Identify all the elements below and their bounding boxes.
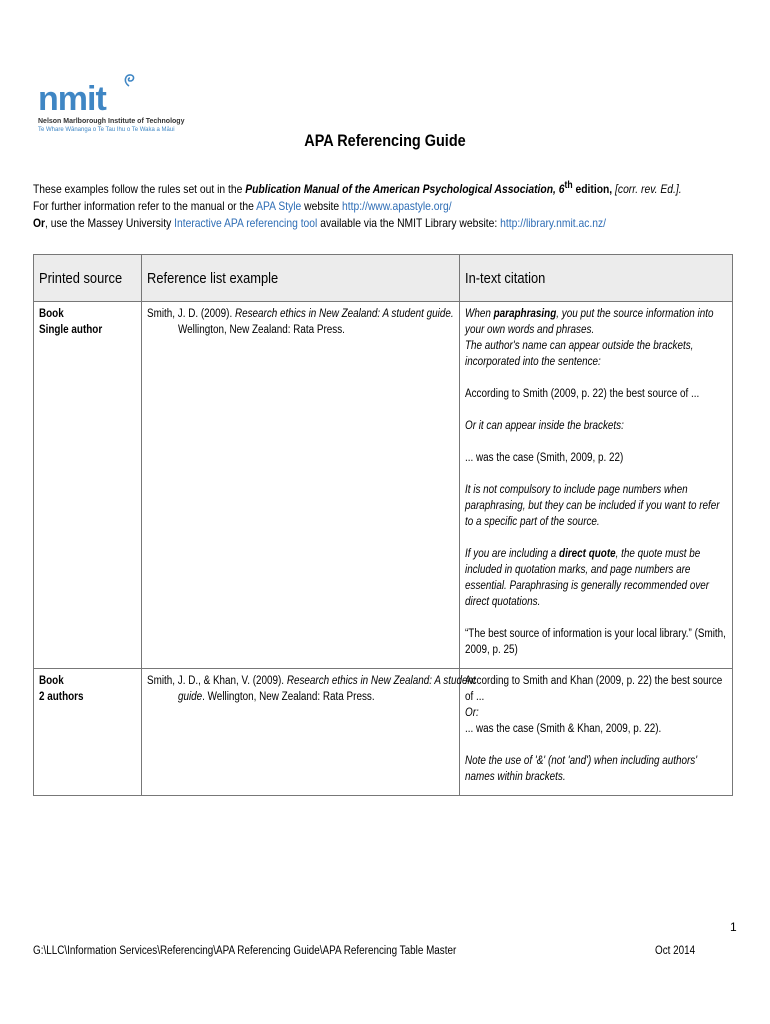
table-row [34,669,733,796]
footer-date: Oct 2014 [655,945,696,957]
intro-text-c: website [301,199,343,213]
or-word: Or [33,216,46,230]
intro-line-1 [33,177,738,198]
source-cell [34,669,142,796]
citation-example: “The best source of information is your local library.” (Smith, 2009, p. 25) [464,628,726,656]
apa-style-link[interactable]: APA Style [256,199,302,213]
citation-example: ... was the case (Smith & Khan, 2009, p. 22). [464,723,661,735]
table-row [34,302,733,669]
edition-word: edition, [572,182,613,196]
table-header-row [34,255,733,302]
page-title: APA Referencing Guide [304,131,466,150]
source-detail: 2 authors [39,691,84,703]
intro-text [33,177,738,232]
footer-path: G:\LLC\Information Services\Referencing\APA Referencing Guide\APA Referencing Table Master [33,945,457,957]
citation-cell [459,669,732,796]
citation-example: According to Smith and Khan (2009, p. 22) the best source of ... [464,675,723,703]
citation-para: The author's name can appear outside the brackets, incorporated into the sentence: [464,340,694,368]
intro-text-a: These examples follow the rules set out in the [33,182,246,196]
logo-institute-name: Nelson Marlborough Institute of Technology [38,118,185,125]
intro-line-2 [33,198,738,215]
citation-example: According to Smith (2009, p. 22) the best source of ... [464,388,699,400]
logo-swirl-icon [121,72,137,88]
source-type: Book [39,308,64,320]
logo-wordmark: nmit [38,80,106,118]
source-detail: Single author [39,324,103,336]
header-in-text-citation: In-text citation [459,255,732,302]
page-number: 1 [730,920,737,934]
reference-entry: Smith, J. D. (2009). Research ethics in New Zealand: A student guide. Wellington, New Zealand: Rata Press. [146,308,454,336]
citation-example: ... was the case (Smith, 2009, p. 22) [464,452,624,464]
edition-note: [corr. rev. Ed.]. [612,182,682,196]
header-reference-list: Reference list example [141,255,459,302]
citation-para: Or it can appear inside the brackets: [464,420,624,432]
reference-cell [141,302,459,669]
apastyle-url-link[interactable]: http://www.apastyle.org/ [342,199,452,213]
intro-text-d: , use the Massey University [45,216,175,230]
header-printed-source: Printed source [34,255,142,302]
library-url-link[interactable]: http://library.nmit.ac.nz/ [500,216,607,230]
intro-text-b: For further information refer to the manual or the [33,199,257,213]
citation-cell [459,302,732,669]
citation-para: When paraphrasing, you put the source information into your own words and phrases. [464,308,714,336]
edition-sup: th [564,180,573,191]
manual-title: Publication Manual of the American Psychological Association, 6 [245,182,565,196]
intro-line-3 [33,215,738,232]
source-type: Book [39,675,64,687]
intro-text-e: available via the NMIT Library website: [317,216,501,230]
interactive-tool-link[interactable]: Interactive APA referencing tool [174,216,318,230]
logo-maori-name: Te Whare Wānanga o Te Tau Ihu o Te Waka a Māui [38,127,175,133]
reference-entry: Smith, J. D., & Khan, V. (2009). Research ethics in New Zealand: A student guide. Wellington, New Zealand: Rata Press. [146,675,476,703]
citation-para: It is not compulsory to include page numbers when paraphrasing, but they can be included if you want to refer to a specific part of the source. [464,484,720,528]
citation-para: Note the use of '&' (not 'and') when including authors' names within brackets. [464,755,697,783]
citation-para: Or: [464,707,479,719]
citation-para: If you are including a direct quote, the quote must be included in quotation marks, and page numbers are essential. Paraphrasing is generally recommended over direct quotations. [464,548,709,608]
reference-table [33,254,733,796]
source-cell [34,302,142,669]
